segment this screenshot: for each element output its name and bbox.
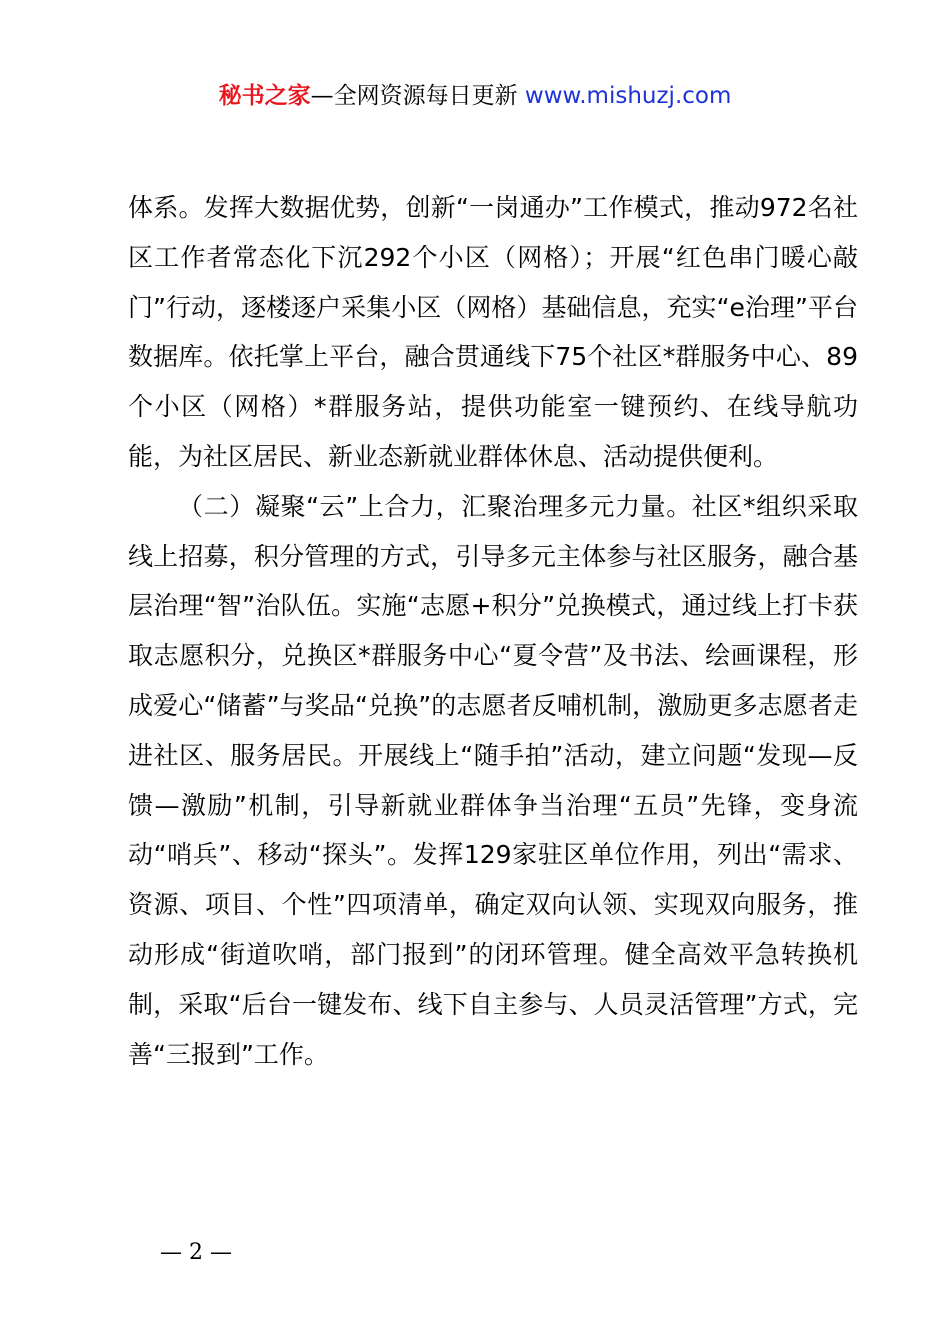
site-url-link[interactable]: www.mishuzj.com — [524, 83, 732, 109]
paragraph-continuation: 体系。发挥大数据优势，创新“一岗通办”工作模式，推动972名社区工作者常态化下沉292个小区（网格）；开展“红色串门暖心敲门”行动，逐楼逐户采集小区（网格）基础信息，充实“e治理”平台数据库。依托掌上平台，融合贯通线下75个社区*群服务中心、89个小区（网格）*群服务站，提供功能室一键预约、在线导航功能，为社区居民、新业态新就业群体休息、活动提供便利。 — [128, 193, 858, 471]
page-number: — 2 — — [160, 1240, 232, 1265]
brand-name: 秘书之家 — [218, 83, 311, 109]
paragraph-section-two: （二）凝聚“云”上合力，汇聚治理多元力量。社区*组织采取线上招募，积分管理的方式，引导多元主体参与社区服务，融合基层治理“智”治队伍。实施“志愿+积分”兑换模式，通过线上打卡获取志愿积分，兑换区*群服务中心“夏令营”及书法、绘画课程，形成爱心“储蓄”与奖品“兑换”的志愿者反哺机制，激励更多志愿者走进社区、服务居民。开展线上“随手拍”活动，建立问题“发现—反馈—激励”机制，引导新就业群体争当治理“五员”先锋，变身流动“哨兵”、移动“探头”。发挥129家驻区单位作用，列出“需求、资源、项目、个性”四项清单，确定双向认领、实现双向服务，推动形成“街道吹哨，部门报到”的闭环管理。健全高效平急转换机制，采取“后台一键发布、线下自主参与、人员灵活管理”方式，完善“三报到”工作。 — [128, 491, 858, 1069]
document-body — [128, 183, 858, 1079]
header-tagline: —全网资源每日更新 — [310, 83, 518, 109]
site-header — [0, 80, 950, 112]
